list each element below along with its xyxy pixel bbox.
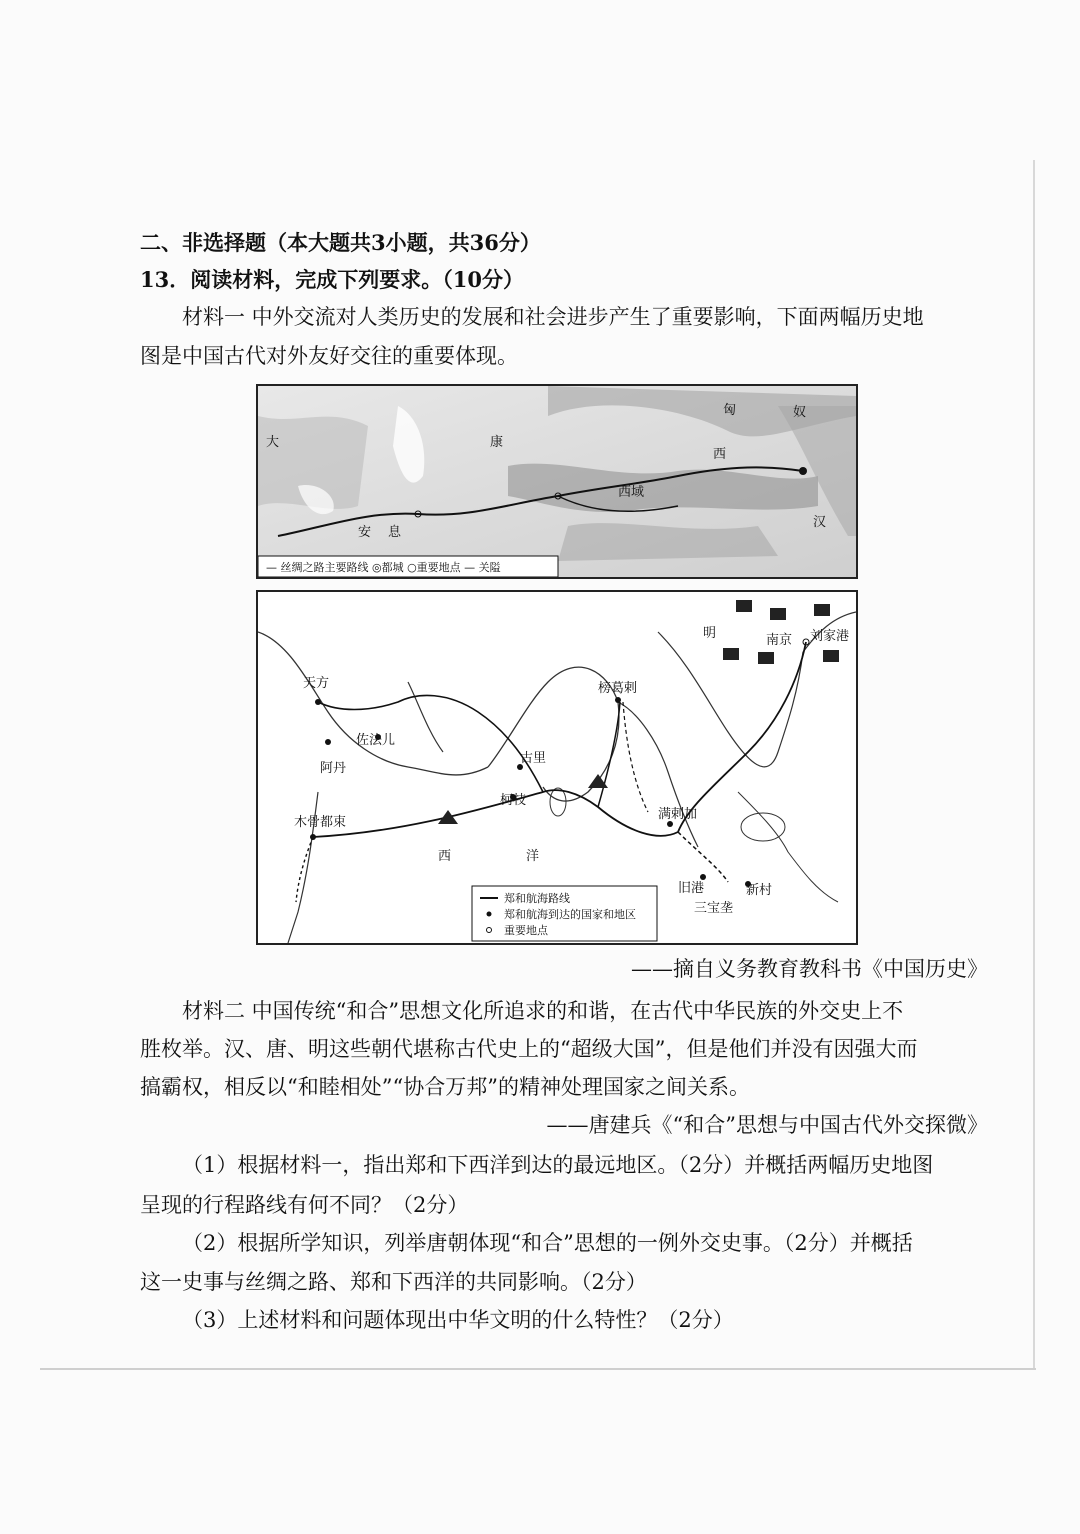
ship-icon-1	[438, 810, 458, 824]
map2-label-guli: 古里	[520, 751, 547, 766]
silk-road-map	[256, 384, 858, 579]
page-edge-bottom	[40, 1368, 1036, 1370]
map2-label-liujiagang: 刘家港	[810, 629, 850, 644]
material2-line1: 材料二 中国传统“和合”思想文化所追求的和谐，在古代中华民族的外交史上不	[182, 999, 904, 1023]
map1-label-anxi-2: 息	[388, 525, 402, 540]
map1-label-anxi-1: 安	[358, 525, 372, 540]
question-heading: 13．阅读材料，完成下列要求。（10分）	[140, 267, 524, 292]
question-1-line1: （1）根据材料一，指出郑和下西洋到达的最远地区。（2分）并概括两幅历史地图	[182, 1153, 934, 1177]
silk-road-map-graphic	[258, 386, 856, 577]
map2-label-sanbaolong: 三宝垄	[694, 901, 734, 916]
map2-label-mugudushu: 木骨都束	[294, 815, 347, 830]
material1-line1: 材料一 中外交流对人类历史的发展和社会进步产生了重要影响，下面两幅历史地	[182, 305, 924, 329]
map2-label-manlajia: 满剌加	[658, 807, 698, 822]
map2-label-ming: 明	[703, 626, 717, 641]
page-edge-right	[1033, 160, 1035, 1370]
map2-label-adan: 阿丹	[320, 761, 347, 776]
material1-line2: 图是中国古代对外友好交往的重要体现。	[140, 344, 518, 368]
map2-label-jiugang: 旧港	[678, 881, 705, 896]
map1-legend: — 丝绸之路主要路线 ◎都城 ○重要地点 — 关隘	[266, 561, 501, 574]
map2-label-xiyang-1: 西	[438, 849, 452, 864]
map1-label-xiyu: 西域	[618, 485, 645, 500]
map2-label-xiyang-2: 洋	[526, 849, 540, 864]
map2-label-kezhi: 柯枝	[500, 793, 527, 808]
map1-label-rome: 大	[266, 435, 280, 450]
map2-label-zuofaer: 佐法儿	[356, 733, 396, 748]
map1-label-xiongnu-2: 奴	[793, 405, 807, 420]
source-tang-jianbing: ——唐建兵《“和合”思想与中国古代外交探微》	[546, 1113, 988, 1137]
map1-label-west: 西	[713, 447, 727, 462]
zheng-he-map-graphic	[258, 592, 856, 943]
map2-label-tianfang: 天方	[303, 676, 330, 691]
map2-legend-route: 郑和航海路线	[504, 892, 570, 905]
source-textbook: ——摘自义务教育教科书《中国历史》	[631, 957, 988, 981]
question-2-line1: （2）根据所学知识，列举唐朝体现“和合”思想的一例外交史事。（2分）并概括	[182, 1231, 913, 1255]
map1-label-xiongnu-1: 匈	[723, 403, 737, 418]
section-title: 二、非选择题（本大题共3小题，共36分）	[140, 230, 541, 255]
map1-label-kangju: 康	[490, 435, 504, 450]
map2-label-bangela: 榜葛剌	[598, 681, 638, 696]
map2-legend-reached: 郑和航海到达的国家和地区	[504, 908, 636, 921]
map2-legend-places: 重要地点	[504, 924, 548, 937]
map2-label-xincun: 新村	[746, 883, 773, 898]
question-2-line2: 这一史事与丝绸之路、郑和下西洋的共同影响。（2分）	[140, 1270, 647, 1294]
zheng-he-map	[256, 590, 858, 945]
question-1-line2: 呈现的行程路线有何不同？（2分）	[140, 1193, 469, 1217]
material2-line2: 胜枚举。汉、唐、明这些朝代堪称古代史上的“超级大国”，但是他们并没有因强大而	[140, 1037, 918, 1061]
material2-line3: 搞霸权，相反以“和睦相处”“协合万邦”的精神处理国家之间关系。	[140, 1075, 750, 1099]
map2-label-nanjing: 南京	[766, 633, 793, 648]
map1-label-han: 汉	[813, 515, 827, 530]
question-3-line1: （3）上述材料和问题体现出中华文明的什么特性？（2分）	[182, 1308, 734, 1332]
